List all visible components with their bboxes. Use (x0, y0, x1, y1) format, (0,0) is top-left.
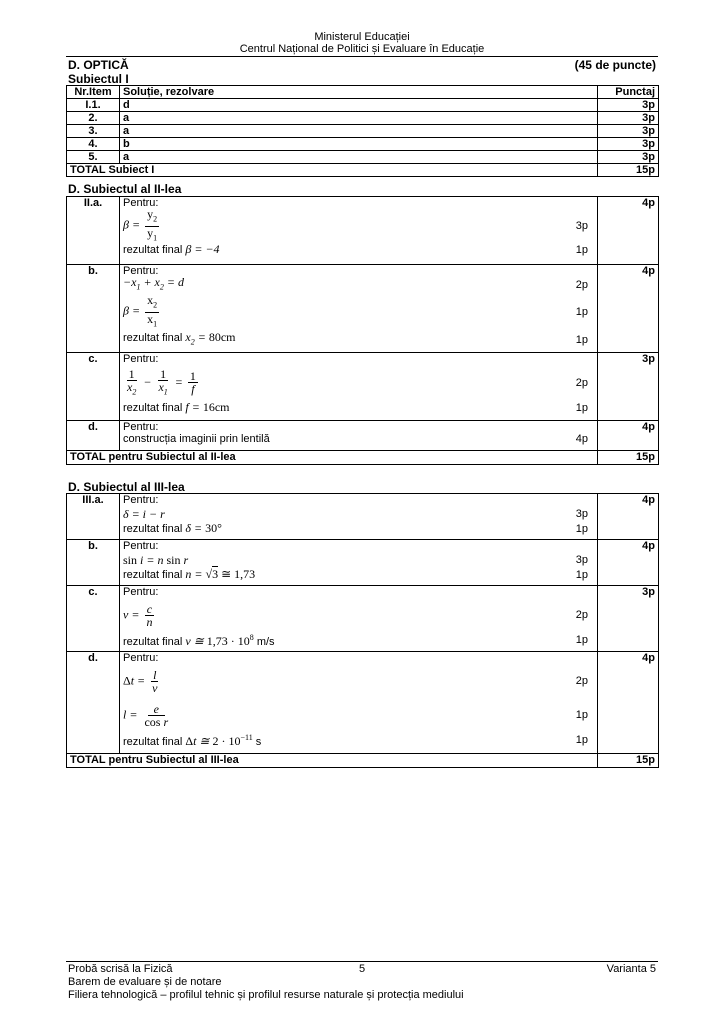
points: 4p (598, 197, 659, 265)
formula-line: β = $\frac{x_2}{x_1}$ 1p (123, 293, 594, 331)
table-row (67, 151, 659, 164)
points: 3p (598, 99, 659, 112)
points: 4p (598, 265, 659, 353)
table-row (67, 353, 659, 421)
pentru-label: Pentru: (123, 197, 159, 209)
line-points: 2p (575, 609, 588, 621)
line-points: 3p (575, 220, 588, 232)
subject2-table (66, 196, 659, 465)
line-points: 2p (575, 279, 588, 291)
formula-line (123, 433, 594, 445)
subject1-total-points: 15p (598, 164, 659, 177)
line-points: 1p (575, 634, 588, 646)
line-points: 2p (575, 675, 588, 687)
answer: d (120, 99, 598, 112)
points: 4p (598, 540, 659, 586)
formula-line: $-x_1 + x_2 = d$ 2p (123, 277, 594, 293)
line-points: 1p (575, 333, 588, 346)
footer-divider (66, 961, 658, 962)
points: 4p (598, 494, 659, 540)
table-row (67, 652, 659, 754)
center-name: Centrul Național de Politici și Evaluare în Educație (239, 43, 485, 55)
subject3-table (66, 493, 659, 768)
result-line: rezultat final n = √3 ≅ 1,73 1p (123, 568, 594, 581)
line-points: 2p (575, 377, 588, 389)
item-number: II.a. (67, 197, 120, 265)
line-points: 3p (575, 554, 588, 566)
points: 3p (598, 586, 659, 652)
header-divider (66, 56, 658, 57)
footer-barem: Barem de evaluare și de notare (68, 976, 222, 988)
pentru-label: Pentru: (123, 353, 159, 365)
line-points: 1p (575, 306, 588, 318)
points: 3p (598, 353, 659, 421)
formula-line: l = $\frac{e}{\text{cos r}}$ 1p (123, 698, 594, 732)
item-number: III.a. (67, 494, 120, 540)
item-number: d. (67, 652, 120, 754)
ministry-name: Ministerul Educației (314, 31, 410, 43)
line-points: 1p (575, 401, 588, 414)
section-points: (45 de puncte) (574, 58, 656, 72)
table-row (67, 494, 659, 540)
result-line: rezultat final f = 16cm 1p (123, 401, 594, 414)
points: 3p (598, 125, 659, 138)
result-line: rezultat final v ≅ $1,73 \cdot 10^8$ m/s 1p (123, 632, 594, 648)
item-number: d. (67, 421, 120, 451)
answer: a (120, 112, 598, 125)
subject2-total-points: 15p (598, 451, 659, 465)
line-points: 3p (575, 508, 588, 520)
item-number: 2. (67, 112, 120, 125)
subject2-title: D. Subiectul al II-lea (68, 182, 182, 196)
line-points: 1p (575, 734, 588, 746)
pentru-label: Pentru: (123, 652, 159, 664)
line-points: 1p (575, 568, 588, 581)
line-points: 1p (575, 243, 588, 256)
subject1-title: Subiectul I (68, 72, 129, 86)
result-line: rezultat final δ = 30° 1p (123, 522, 594, 535)
item-number: I.1. (67, 99, 120, 112)
footer-exam: Probă scrisă la Fizică (68, 963, 173, 975)
subject3-total-label: TOTAL pentru Subiectul al III-lea (67, 754, 598, 768)
subject2-total-label: TOTAL pentru Subiectul al II-lea (67, 451, 598, 465)
result-label: rezultat final (123, 332, 183, 344)
footer-variant: Varianta 5 (606, 963, 656, 975)
col-item-header: Nr.Item (67, 86, 120, 99)
result-label: rezultat final (123, 736, 183, 748)
footer-page-number: 5 (358, 963, 366, 975)
result-label: rezultat final (123, 569, 183, 581)
pentru-label: Pentru: (123, 540, 159, 552)
result-line: rezultat final $x_2 = 80cm$ 1p (123, 331, 594, 348)
item-number: c. (67, 586, 120, 652)
formula-line: β = $\frac{y_2}{y_1}$ 3p (123, 209, 594, 243)
pentru-label: Pentru: (123, 421, 159, 433)
table-row (67, 540, 659, 586)
section-title: D. OPTICĂ (68, 58, 129, 72)
pentru-label: Pentru: (123, 586, 159, 598)
formula-line: v = $\frac{c}{n}$ 2p (123, 598, 594, 632)
item-number: 3. (67, 125, 120, 138)
points: 4p (598, 421, 659, 451)
table-row (67, 421, 659, 451)
item-number: c. (67, 353, 120, 421)
subject1-table (66, 85, 659, 177)
table-row (67, 112, 659, 125)
table-row (67, 138, 659, 151)
answer: a (120, 151, 598, 164)
subject1-total-label: TOTAL Subiect I (67, 164, 598, 177)
table-row (67, 99, 659, 112)
formula-line: $\frac{1}{x_2}$ − $\frac{1}{x_1}$ = $\frac{1}{f}$ 2p (123, 365, 594, 401)
table-row (67, 586, 659, 652)
points: 3p (598, 112, 659, 125)
table-row (67, 125, 659, 138)
item-number: 5. (67, 151, 120, 164)
table-row (67, 197, 659, 265)
item-number: b. (67, 265, 120, 353)
points: 3p (598, 151, 659, 164)
line-points: 1p (575, 709, 588, 721)
points: 4p (598, 652, 659, 754)
answer: a (120, 125, 598, 138)
points: 3p (598, 138, 659, 151)
formula-line: δ = i − r 3p (123, 506, 594, 522)
result-line: rezultat final β = −4 1p (123, 243, 594, 256)
answer: b (120, 138, 598, 151)
col-points-header: Punctaj (598, 86, 659, 99)
formula-line: sin i = n sin r 3p (123, 552, 594, 568)
result-label: rezultat final (123, 402, 183, 414)
line-points: 1p (575, 522, 588, 535)
item-number: b. (67, 540, 120, 586)
footer-filiera: Filiera tehnologică – profilul tehnic și profilul resurse naturale și protecția mediului (68, 989, 464, 1001)
pentru-label: Pentru: (123, 494, 159, 506)
result-label: rezultat final (123, 244, 183, 256)
subject3-title: D. Subiectul al III-lea (68, 480, 185, 494)
line-points: 4p (575, 433, 588, 445)
col-solution-header: Soluție, rezolvare (120, 86, 598, 99)
pentru-label: Pentru: (123, 265, 159, 277)
result-line: rezultat final Δt ≅ $2 \cdot 10^{-11}$ s 1p (123, 732, 594, 748)
result-label: rezultat final (123, 523, 183, 535)
result-label: rezultat final (123, 636, 183, 648)
item-number: 4. (67, 138, 120, 151)
formula-line: Δt = $\frac{l}{v}$ 2p (123, 664, 594, 698)
construction-text: construcția imaginii prin lentilă (123, 433, 270, 445)
subject3-total-points: 15p (598, 754, 659, 768)
table-row (67, 265, 659, 353)
